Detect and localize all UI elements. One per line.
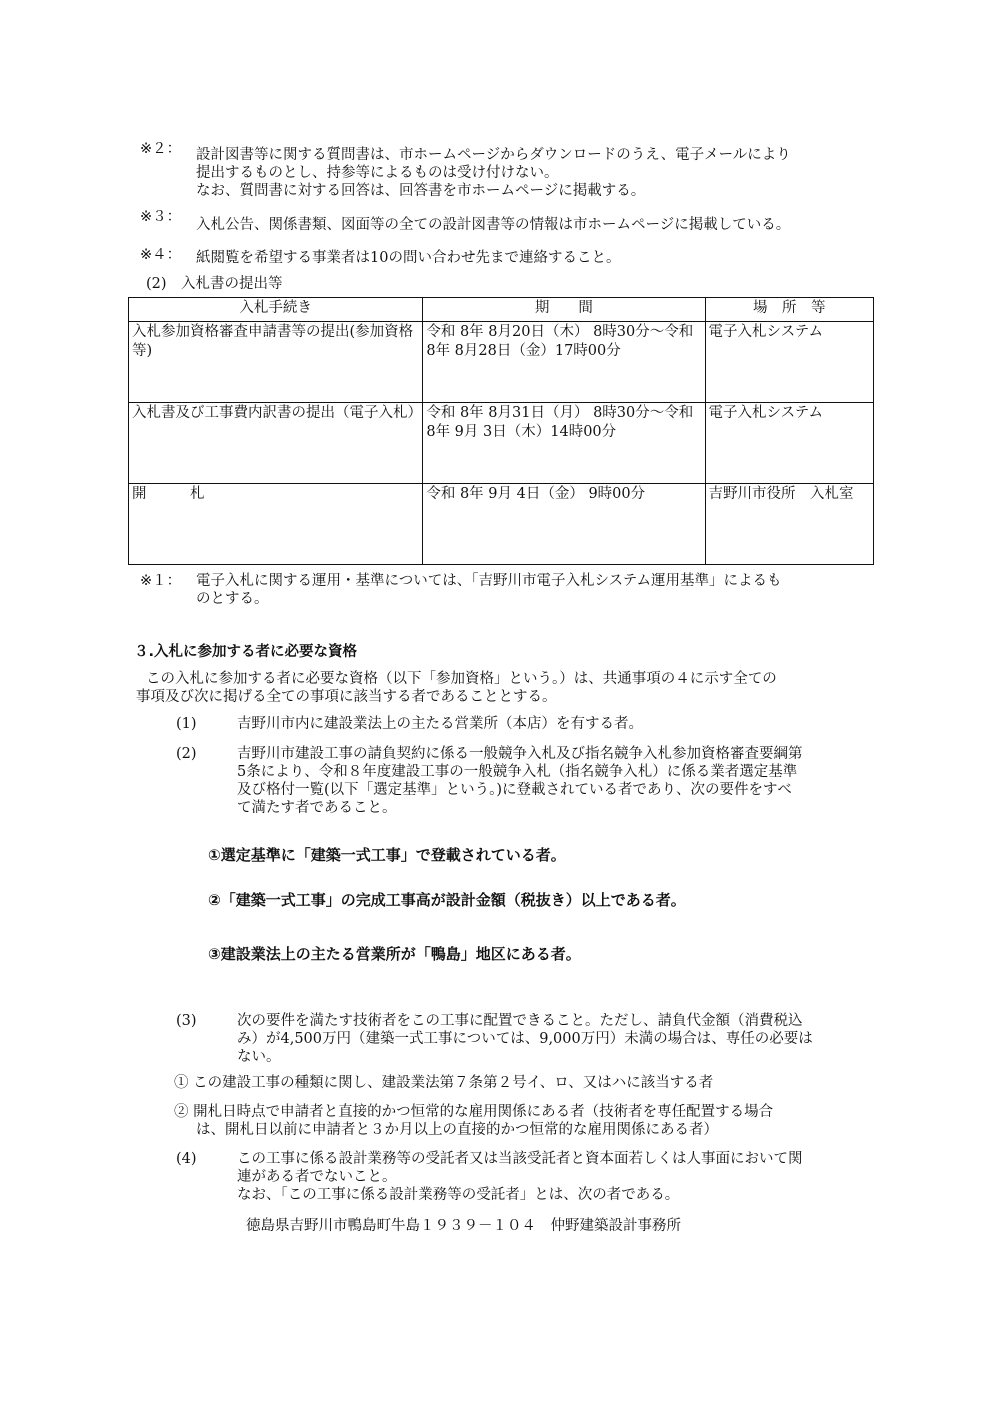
procedure-cell: 入札書及び工事費内訳書の提出（電子入札） (129, 403, 423, 484)
bid-schedule-table (128, 297, 874, 565)
period-cell: 令和 8年 8月31日（月） 8時30分～令和 8年 9月 3日（木）14時00分 (423, 403, 705, 484)
contractor-name: 徳島県吉野川市鴨島町牛島１９３９－１０４ 仲野建築設計事務所 (246, 1218, 681, 1234)
note-3-mark: ※３： (140, 209, 182, 225)
item-1-text: 吉野川市内に建設業法上の主たる営業所（本店）を有する者。 (237, 716, 643, 732)
sub-item-2-line: ② 開札日時点で申請者と直接的かつ恒常的な雇用関係にある者（技術者を専任配置する場合 (174, 1104, 774, 1120)
item-4-text (237, 1150, 877, 1204)
note-2-line: 設計図書等に関する質問書は、市ホームページからダウンロードのうえ、電子メールにより (196, 147, 791, 163)
item-4-number: (4) (176, 1151, 197, 1167)
item-3-line: 次の要件を満たす技術者をこの工事に配置できること。ただし、請負代金額（消費税込 (237, 1013, 803, 1029)
note-4-text: 紙閲覧を希望する事業者は10の問い合わせ先まで連絡すること。 (196, 250, 621, 266)
requirement-1: ①選定基準に「建築一式工事」で登載されている者。 (208, 846, 566, 864)
table-row (129, 322, 874, 403)
item-2-line: 5条により、令和８年度建設工事の一般競争入札（指名競争入札）に係る業者選定基準 (237, 764, 798, 780)
item-3-number: (3) (176, 1013, 197, 1029)
intro-line: この入札に参加する者に必要な資格（以下「参加資格」という。）は、共通事項の４に示す全ての (146, 671, 777, 687)
column-header: 期 間 (423, 298, 705, 322)
place-cell: 吉野川市役所 入札室 (705, 484, 874, 565)
item-2-line: 及び格付一覧(以下「選定基準」という。)に登載されている者であり、次の要件をすべ (237, 782, 792, 798)
item-4-line: この工事に係る設計業務等の受託者又は当該受託者と資本面若しくは人事面において関 (237, 1151, 803, 1167)
requirement-2: ②「建築一式工事」の完成工事高が設計金額（税抜き）以上である者。 (208, 891, 686, 909)
note-1-line: 電子入札に関する運用・基準については、「吉野川市電子入札システム運用基準」によるも (196, 573, 782, 589)
table-row (129, 403, 874, 484)
note-2-text (196, 146, 866, 200)
note-4-mark: ※４： (140, 247, 182, 263)
requirement-3: ③建設業法上の主たる営業所が「鴨島」地区にある者。 (208, 945, 581, 963)
item-2-line: て満たす者であること。 (237, 800, 397, 816)
procedure-cell: 入札参加資格審査申請書等の提出(参加資格等) (129, 322, 423, 403)
sub-item-1: ① この建設工事の種類に関し、建設業法第７条第２号イ、ロ、又はハに該当する者 (174, 1075, 714, 1091)
place-cell: 電子入札システム (705, 403, 874, 484)
note-2-mark: ※２： (140, 141, 182, 157)
item-2-number: (2) (176, 746, 197, 762)
item-3-line: ない。 (237, 1049, 281, 1065)
sub-item-2-line: は、開札日以前に申請者と３か月以上の直接的かつ恒常的な雇用関係にある者） (196, 1122, 718, 1138)
intro-line: 事項及び次に掲げる全ての事項に該当する者であることとする。 (136, 689, 557, 705)
note-1-mark: ※１： (140, 573, 182, 589)
item-2-text (237, 745, 872, 817)
table-header-row (129, 298, 874, 322)
item-4-line: 連がある者でないこと。 (237, 1169, 397, 1185)
item-1-number: (1) (176, 716, 197, 732)
procedure-cell: 開 札 (129, 484, 423, 565)
period-cell: 令和 8年 8月20日（木） 8時30分～令和 8年 8月28日（金）17時00分 (423, 322, 705, 403)
item-3-text (237, 1012, 877, 1066)
note-1-text (196, 572, 866, 608)
section-3-intro (112, 670, 872, 706)
note-3-text: 入札公告、関係書類、図面等の全ての設計図書等の情報は市ホームページに掲載している。 (196, 217, 791, 233)
note-2-line: 提出するものとし、持参等によるものは受け付けない。 (196, 165, 559, 181)
note-2-line: なお、質問書に対する回答は、回答書を市ホームページに掲載する。 (196, 183, 646, 199)
item-2-line: 吉野川市建設工事の請負契約に係る一般競争入札及び指名競争入札参加資格審査要綱第 (237, 746, 803, 762)
bid-section-title: (2) 入札書の提出等 (146, 276, 283, 292)
column-header: 場 所 等 (705, 298, 874, 322)
item-4-line: なお、「この工事に係る設計業務等の受託者」とは、次の者である。 (237, 1187, 680, 1203)
section-3-heading: ３.入札に参加する者に必要な資格 (134, 644, 358, 660)
item-3-line: み）が4,500万円（建築一式工事については、9,000万円）未満の場合は、専任の必要は (237, 1031, 813, 1047)
note-1-line: のとする。 (196, 591, 269, 607)
column-header: 入札手続き (129, 298, 423, 322)
period-cell: 令和 8年 9月 4日（金） 9時00分 (423, 484, 705, 565)
table-row (129, 484, 874, 565)
place-cell: 電子入札システム (705, 322, 874, 403)
sub-item-2 (174, 1103, 874, 1139)
